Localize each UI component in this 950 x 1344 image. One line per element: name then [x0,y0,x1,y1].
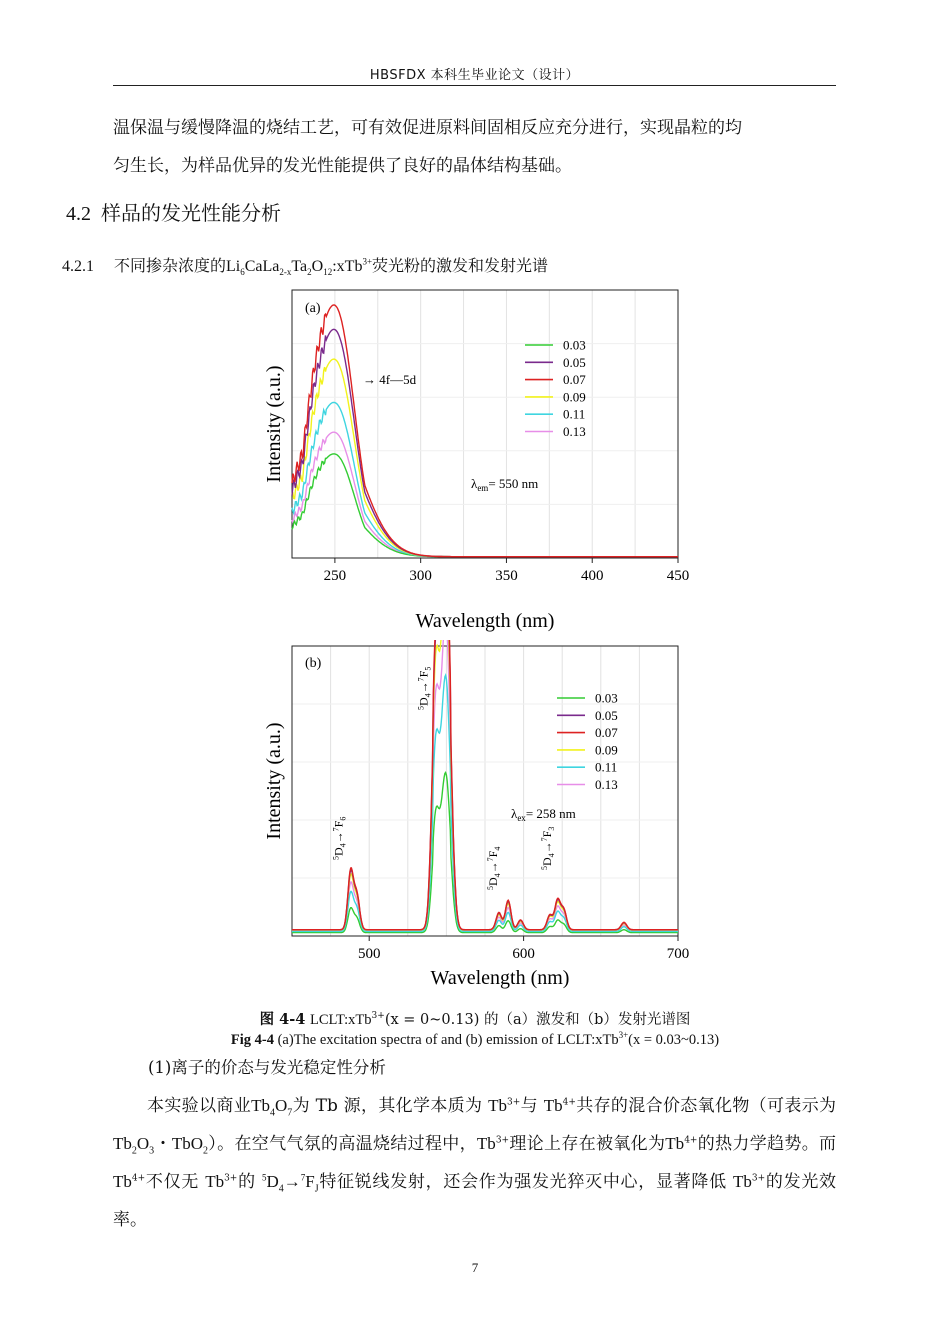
subsection-title-after: 荧光粉的激发和发射光谱 [372,256,549,275]
x-tick-label: 350 [495,568,518,584]
lambda-em-annotation: $\lambda_{em}= 550$ nm [471,476,539,493]
transition-label: $^5D_4\to^7F_3$ [540,826,557,870]
section-title: 样品的发光性能分析 [101,201,281,225]
figure-caption-cn: 图 4-4 LCLT:xTb$^{3+}$(x = 0~0.13) 的（a）激发和（b）发射光谱图 [259,1011,691,1028]
legend-label: 0.05 [595,707,618,723]
transition-label: $^5D_4\to^7F_4$ [486,846,503,890]
legend-label: 0.13 [563,424,586,439]
legend-label: 0.03 [563,337,586,353]
page-number: 7 [471,1260,479,1275]
transition-label: $^5D_4\to^7F_5$ [416,666,433,710]
subsection-title-before: 不同掺杂浓度的 [114,256,227,275]
band-annotation: → 4f—5d [363,372,417,387]
transition-label: $^5D_4\to^7F_6$ [331,816,348,860]
x-tick-label: 600 [512,946,535,962]
paragraph-2: 本实验以商业$Tb_4O_7$为 Tb 源，其化学本质为 $Tb^{3+}$与 $Tb^{4+}$共存的混合价态氧化物（可表示为$Tb_2O_3$・TbO$_2$）。在空气气氛的高温烧结过程中，$Tb^{3+}$理论上存在被氧化为$Tb^{4+}$的热力学趋势。而 $Tb^{4+}$不仅无 $Tb^{3+}$的 $^5D_4\to^7F_J$特征锐线发射，还会作为强发光猝灭中心，显著降低 $Tb^{3+}$的发光效率。 [113,1096,837,1230]
series-line-0.03 [292,454,678,557]
section-heading [66,197,281,226]
chart-b-ylabel: Intensity (a.u.) [263,722,285,840]
legend-label: 0.09 [563,389,586,405]
header-rule [113,85,836,86]
series-line-0.07 [292,305,678,557]
legend-label: 0.05 [563,354,586,370]
figure-caption-en: Fig 4-4 (a)The excitation spectra of and (b) emission of LCLT:xTb$^{3+}$(x = 0.03~0.13) [230,1030,720,1048]
paragraph-1-line-2: 匀生长，为样品优异的发光性能提供了良好的晶体结构基础。 [113,156,572,176]
lambda-ex-annotation: $\lambda_{ex}= 258$ nm [511,806,576,823]
x-tick-label: 450 [666,568,690,584]
chart-a-ylabel: Intensity (a.u.) [263,365,285,483]
x-tick-label: 500 [357,946,381,962]
chart-a-xlabel: Wavelength (nm) [415,610,555,632]
chart-a-frame [292,290,678,558]
panel-label-a: (a) [305,301,321,316]
x-tick-label: 250 [323,568,347,584]
x-tick-label: 400 [580,568,604,584]
subsection-heading [62,253,548,276]
legend-label: 0.07 [563,372,586,388]
subsection-number: 4.2.1 [62,258,94,275]
legend-label: 0.11 [563,406,586,422]
legend-label: 0.13 [595,777,618,792]
legend-label: 0.11 [595,759,618,775]
chart-b-xlabel: Wavelength (nm) [430,967,570,989]
subheading-valence: (1)离子的价态与发光稳定性分析 [148,1058,386,1077]
panel-label-b: (b) [305,656,322,671]
x-tick-label: 300 [409,568,432,584]
x-tick-label: 700 [666,946,690,962]
legend-label: 0.09 [595,742,618,758]
excitation-spectrum-chart [255,283,705,638]
page-header: HBSFDX 本科生毕业论文（设计） [369,68,580,83]
emission-spectrum-chart [255,640,705,995]
paragraph-1-line-1: 温保温与缓慢降温的烧结工艺，可有效促进原料间固相反应充分进行，实现晶粒的均 [113,118,742,138]
legend-label: 0.07 [595,725,618,741]
section-number: 4.2 [66,203,91,225]
legend-label: 0.03 [595,690,618,706]
subsection-formula: $Li_6CaLa_{2-x}Ta_2O_{12}:xTb^{3+}$ [226,256,373,278]
